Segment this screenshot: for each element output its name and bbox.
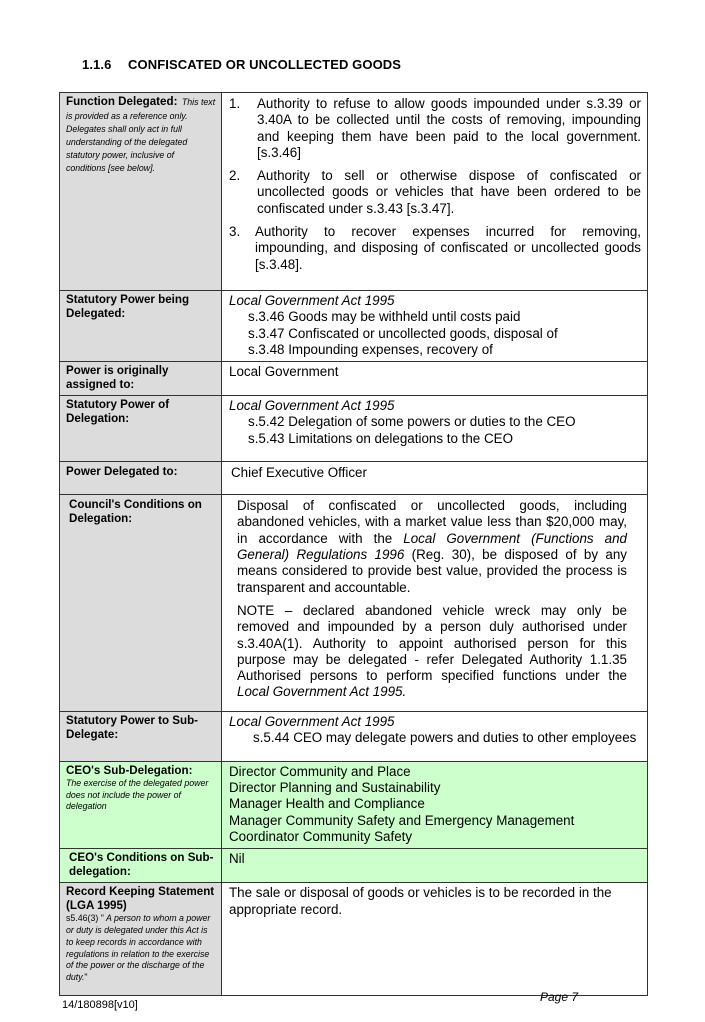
label-cell [60,462,222,495]
section-number: 1.1.6 [82,57,112,72]
row-ceo-sub-delegation [60,761,648,848]
note-paragraph: NOTE – declared abandoned vehicle wreck may only be removed and impounded by a person duly authorised under s.3.40A(1). Authority to appoint authorised person for this purpose may be delegated - refer Delegated Authority 1.1.35 Authorised persons to perform specified functions under the Local Government Act 1995. [237,602,627,700]
sub-delegate-role: Manager Health and Compliance [229,796,425,812]
statutory-power-label: Statutory Power being Delegated: [66,293,190,320]
record-keeping-note: s5.46(3) " A person to whom a power or duty is delegated under this Act is to keep records in accordance with regulations in relation to the exercise of the power or the discharge of the duty." [66,913,211,983]
sub-delegate-role: Coordinator Community Safety [229,828,413,844]
label-cell [60,93,222,291]
value-cell [222,849,648,883]
section-line: s.5.42 Delegation of some powers or duties to the CEO [248,414,576,430]
value-cell [222,761,648,848]
label-cell [60,883,222,996]
value-cell [222,883,648,996]
section-line: s.3.48 Impounding expenses, recovery of [248,341,493,357]
value-cell [222,291,648,362]
value-cell [222,396,648,462]
label-cell [60,291,222,362]
council-conditions-label: Council's Conditions on Delegation: [69,498,202,526]
section-line: s.3.47 Confiscated or uncollected goods, disposal of [248,325,558,341]
function-note: This text is provided as a reference only. Delegates shall only act in full understanding of the delegated statutory power, inclusive of conditions [see below]. [66,97,216,173]
label-cell [60,761,222,848]
function-item: 1. Authority to refuse to allow goods impounded under s.3.39 or 3.40A to be collected until the costs of removing, impounding and keeping them have been paid to the local government. [s.3.46] [229,96,641,160]
originally-assigned-value: Local Government [229,364,339,380]
sub-delegate-role: Director Planning and Sustainability [229,780,441,796]
page-number: Page 7 [540,990,579,1004]
row-power-of-delegation [60,396,648,462]
power-of-delegation-label: Statutory Power of Delegation: [66,398,170,426]
delegated-to-value: Chief Executive Officer [231,465,367,481]
sub-delegate-label: Statutory Power to Sub-Delegate: [66,713,199,741]
section-line: s.5.44 CEO may delegate powers and duties to other employees [253,730,637,746]
sub-delegate-role: Director Community and Place [229,763,411,779]
section-heading [82,57,401,72]
sub-delegate-role: Manager Community Safety and Emergency Management [229,812,575,828]
conditions-paragraph: Disposal of confiscated or uncollected goods, including abandoned vehicles, with a market value less than $20,000 may, in accordance with the Local Government (Functions and General) Regulations 1996 (Reg. 30), be disposed of by any means considered to provide best value, provided the process is transparent and accountable. [237,498,627,595]
value-cell [222,462,648,495]
row-record-keeping [60,883,648,996]
row-ceo-conditions [60,849,648,883]
function-item: 2. Authority to sell or otherwise dispose of confiscated or uncollected goods or vehicles that have been ordered to be confiscated under s.3.43 [s.3.47]. [229,168,641,216]
function-item: 3. Authority to recover expenses incurred for removing, impounding, and disposing of confiscated or uncollected goods [s.3.48]. [229,224,641,272]
act-name: Local Government Act 1995 [229,398,395,414]
ceo-conditions-value: Nil [229,851,245,867]
act-name: Local Government Act 1995 [229,293,395,308]
section-title: CONFISCATED OR UNCOLLECTED GOODS [128,57,402,72]
label-cell [60,495,222,712]
originally-assigned-label: Power is originally assigned to: [66,364,169,392]
act-name: Local Government Act 1995 [229,713,395,729]
document-reference: 14/180898[v10] [62,999,138,1011]
row-originally-assigned [60,362,648,396]
delegation-table [59,92,648,996]
ceo-sub-delegation-note: The exercise of the delegated power does not include the power of delegation [66,777,209,812]
row-statutory-power [60,291,648,362]
function-label: Function Delegated: [66,95,178,108]
label-cell [60,396,222,462]
value-cell [222,495,648,712]
ceo-conditions-label: CEO's Conditions on Sub-delegation: [69,851,214,879]
row-council-conditions [60,495,648,712]
row-function-delegated [60,93,648,291]
row-sub-delegate-power [60,711,648,761]
value-cell [222,711,648,761]
ceo-sub-delegation-label: CEO's Sub-Delegation: [66,763,193,777]
section-line: s.5.43 Limitations on delegations to the CEO [248,430,513,446]
value-cell [222,362,648,396]
value-cell [222,93,648,291]
record-keeping-label: Record Keeping Statement (LGA 1995) [66,885,215,913]
delegated-to-label: Power Delegated to: [66,465,178,479]
row-delegated-to [60,462,648,495]
label-cell [60,849,222,883]
label-cell [60,362,222,396]
section-line: s.3.46 Goods may be withheld until costs paid [248,309,521,325]
label-cell [60,711,222,761]
record-keeping-value: The sale or disposal of goods or vehicles is to be recorded in the appropriate record. [229,885,612,917]
